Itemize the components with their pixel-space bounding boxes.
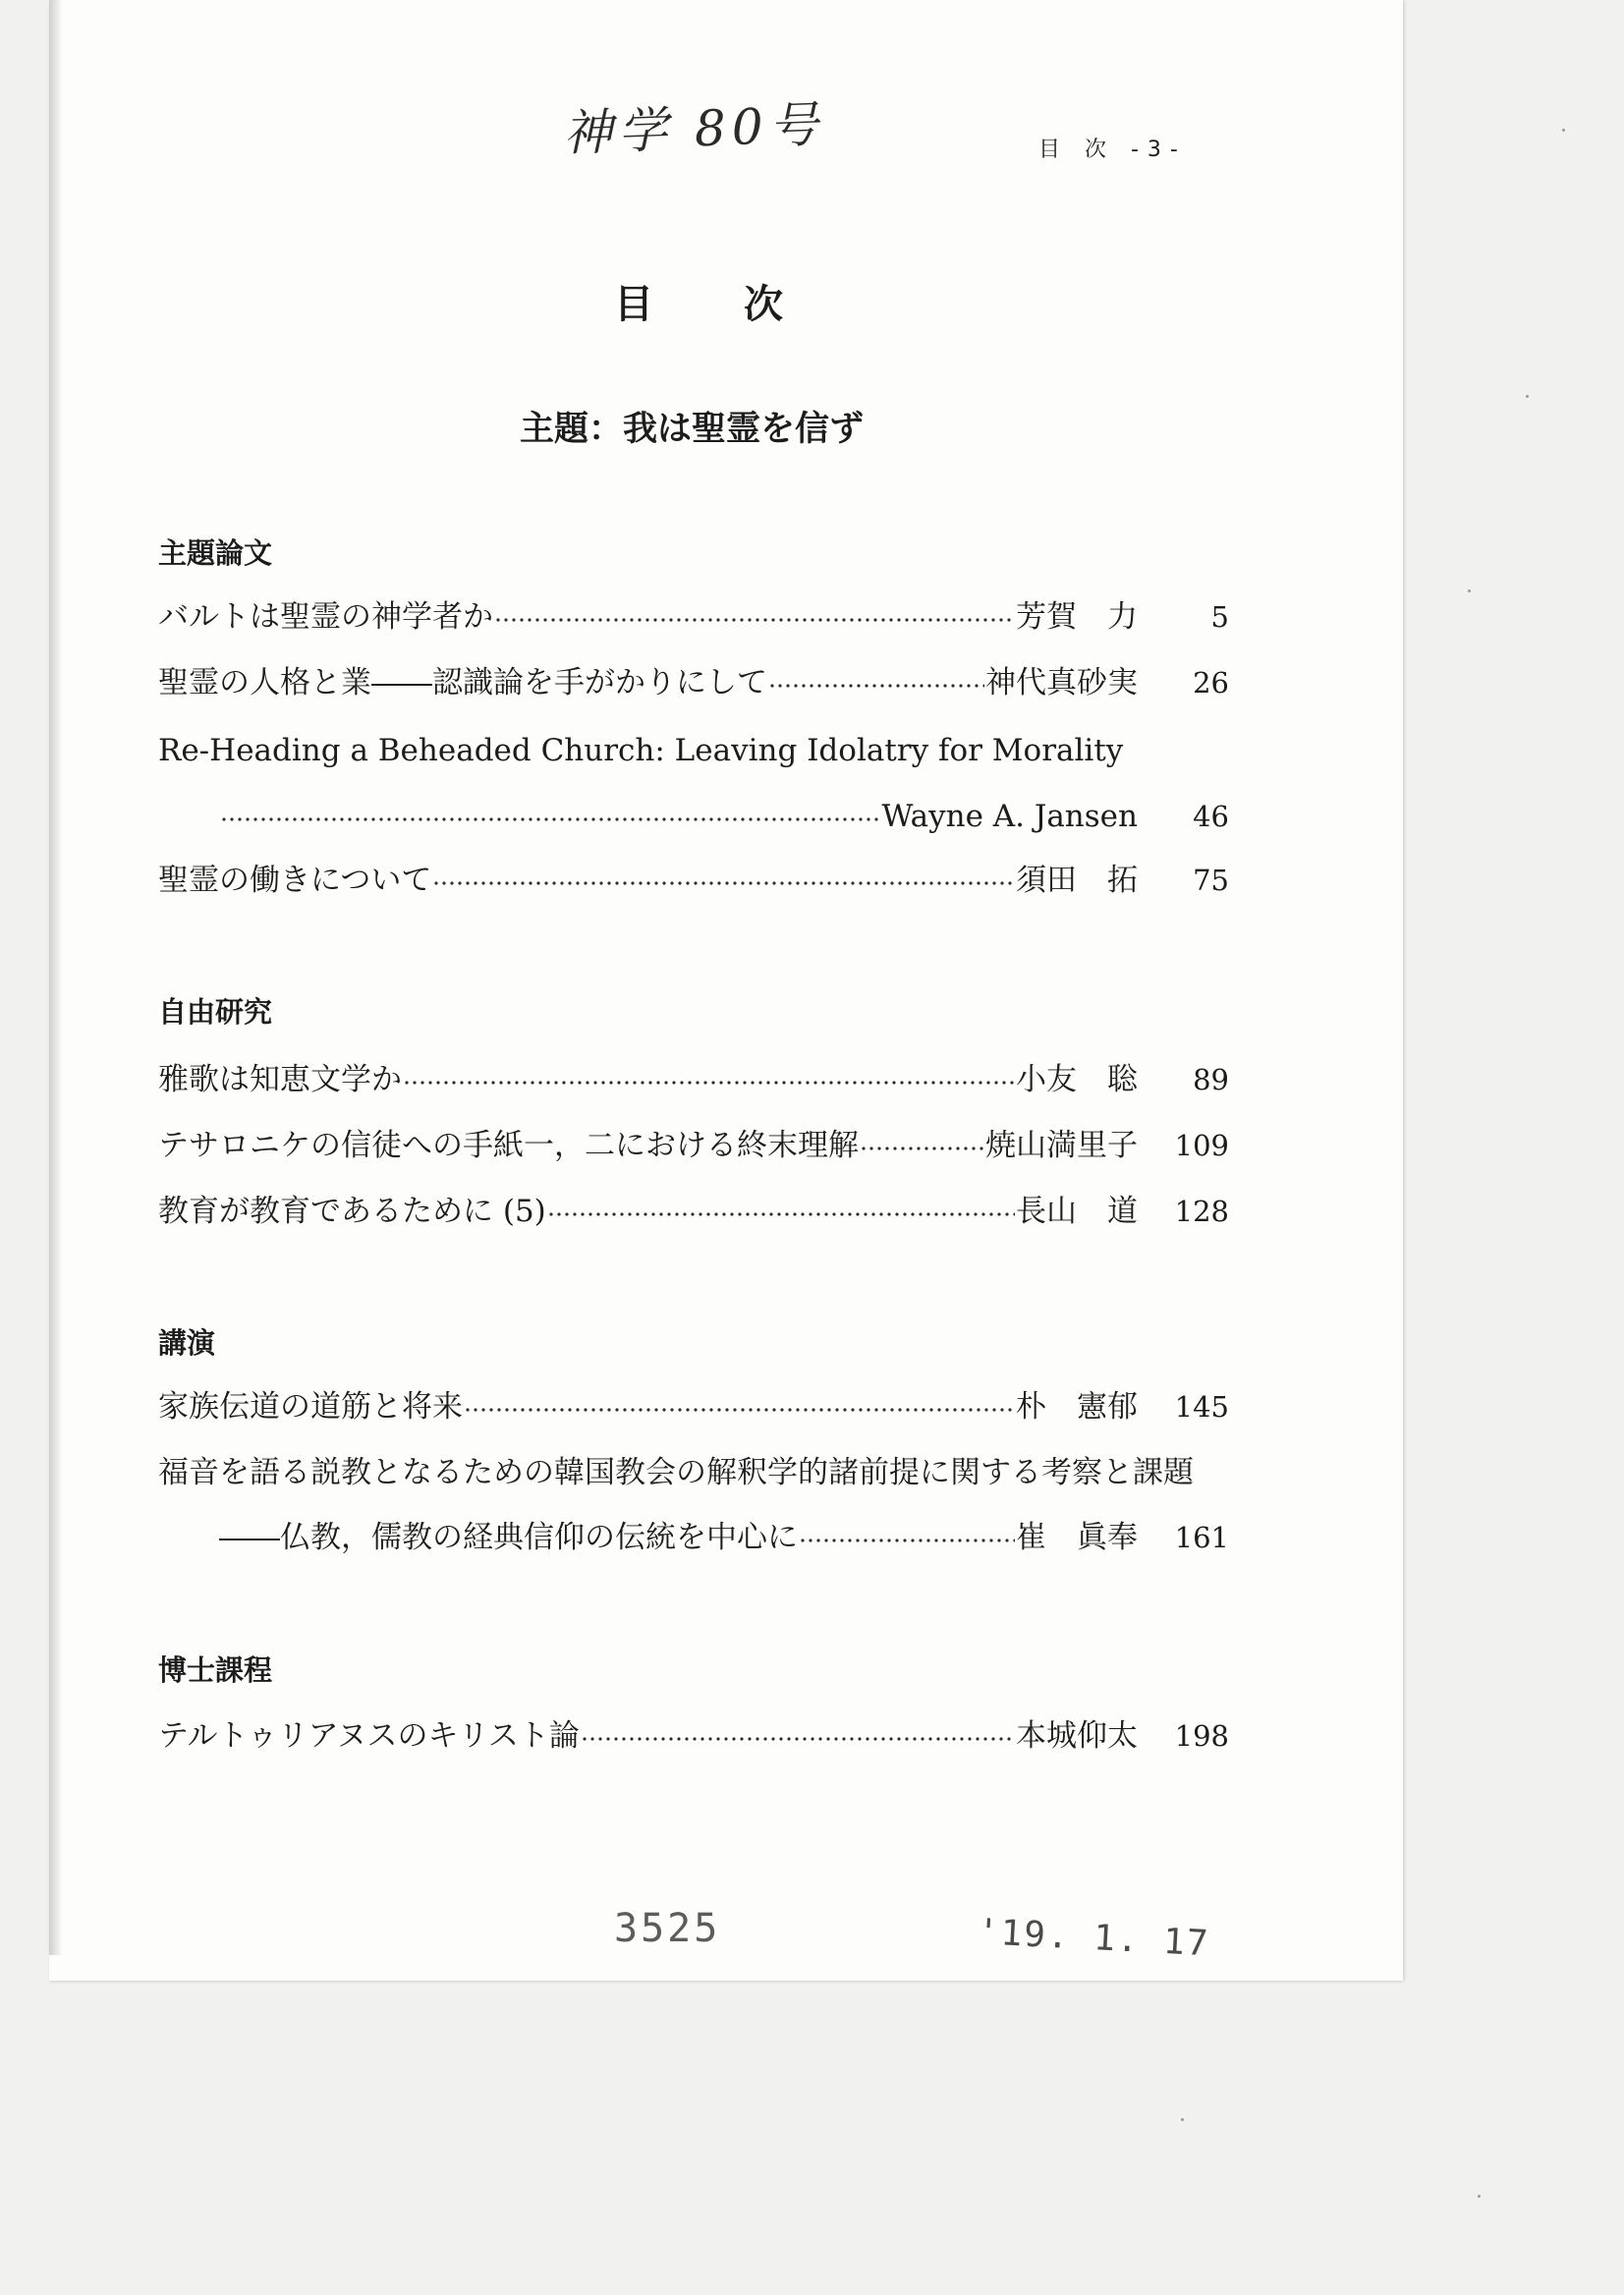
- toc-entry: [158, 1192, 1229, 1231]
- entry-author: 神代真砂実: [985, 665, 1138, 700]
- entry-author: 芳賀 力: [1016, 599, 1138, 635]
- dot-leader: [581, 1716, 1015, 1756]
- dot-leader: [547, 1192, 1015, 1231]
- scan-speck: [1562, 129, 1565, 132]
- section-heading: 博士課程: [158, 1653, 273, 1687]
- dot-leader: [860, 1126, 984, 1165]
- entry-author: 須田 拓: [1016, 863, 1138, 898]
- entry-page: 26: [1193, 666, 1229, 700]
- entry-page: 198: [1174, 1719, 1229, 1753]
- dot-leader: [403, 1060, 1015, 1099]
- toc-entry: [219, 797, 1229, 836]
- dot-leader: [494, 597, 1015, 637]
- handwritten-issue-note: 神学 80号: [562, 95, 825, 162]
- dot-leader: [220, 797, 880, 836]
- toc-entry: [158, 1060, 1229, 1099]
- entry-author: 長山 道: [1016, 1194, 1138, 1229]
- toc-entry: [158, 1126, 1229, 1165]
- toc-entry: [158, 861, 1229, 900]
- entry-page: 161: [1174, 1521, 1229, 1554]
- entry-page: 5: [1210, 600, 1229, 634]
- dot-leader: [464, 1387, 1015, 1427]
- scan-speck: [1478, 2195, 1481, 2198]
- entry-title: 聖霊の人格と業――認識論を手がかりにして: [158, 665, 767, 700]
- scan-edge-shadow: [49, 0, 62, 1955]
- toc-entry: [158, 1716, 1229, 1756]
- entry-author: 小友 聡: [1016, 1062, 1138, 1097]
- entry-page: 128: [1174, 1195, 1229, 1228]
- entry-title: 福音を語る説教となるための韓国教会の解釈学的諸前提に関する考察と課題: [158, 1455, 1194, 1490]
- scan-speck: [1468, 589, 1471, 592]
- entry-author: 本城仰太: [1016, 1718, 1138, 1754]
- entry-page: 145: [1174, 1390, 1229, 1424]
- dot-leader: [799, 1518, 1015, 1557]
- entry-title: テサロニケの信徒への手紙一，二における終末理解: [158, 1128, 859, 1163]
- running-header: 目 次 -3-: [1038, 138, 1187, 162]
- toc-entry: [158, 1387, 1229, 1427]
- entry-page: 75: [1193, 864, 1229, 897]
- entry-title: バルトは聖霊の神学者か: [158, 599, 493, 635]
- date-stamp: '19. 1. 17: [976, 1912, 1211, 1965]
- entry-author: 朴 憲郁: [1016, 1389, 1138, 1425]
- issue-theme: 主題：我は聖霊を信ず: [520, 410, 865, 449]
- section-heading: 講演: [158, 1326, 216, 1360]
- entry-author: 崔 眞奉: [1016, 1520, 1138, 1555]
- entry-title: 聖霊の働きについて: [158, 863, 432, 898]
- entry-title: テルトゥリアヌスのキリスト論: [158, 1718, 580, 1754]
- dot-leader: [432, 861, 1015, 900]
- entry-subtitle: ――仏教，儒教の経典信仰の伝統を中心に: [219, 1520, 798, 1555]
- toc-entry: [219, 1518, 1229, 1557]
- toc-entry: [158, 663, 1229, 702]
- dot-leader: [768, 663, 984, 702]
- page-title: 目 次: [614, 282, 787, 327]
- entry-title: Re-Heading a Beheaded Church: Leaving Idolatry for Morality: [158, 733, 1124, 768]
- toc-entry: [158, 597, 1229, 637]
- entry-author: Wayne A. Jansen: [881, 799, 1138, 834]
- entry-page: 89: [1193, 1063, 1229, 1096]
- section-heading: 主題論文: [158, 536, 273, 570]
- scan-speck: [1526, 395, 1529, 398]
- entry-author: 焼山満里子: [985, 1128, 1138, 1163]
- accession-number-stamp: 3525: [614, 1906, 721, 1951]
- entry-page: 46: [1193, 800, 1229, 833]
- section-heading: 自由研究: [158, 995, 273, 1029]
- scan-speck: [1181, 2118, 1184, 2121]
- entry-title: 雅歌は知恵文学か: [158, 1062, 402, 1097]
- entry-title: 家族伝道の道筋と将来: [158, 1389, 463, 1425]
- entry-page: 109: [1174, 1129, 1229, 1162]
- entry-title: 教育が教育であるために (5): [158, 1194, 546, 1229]
